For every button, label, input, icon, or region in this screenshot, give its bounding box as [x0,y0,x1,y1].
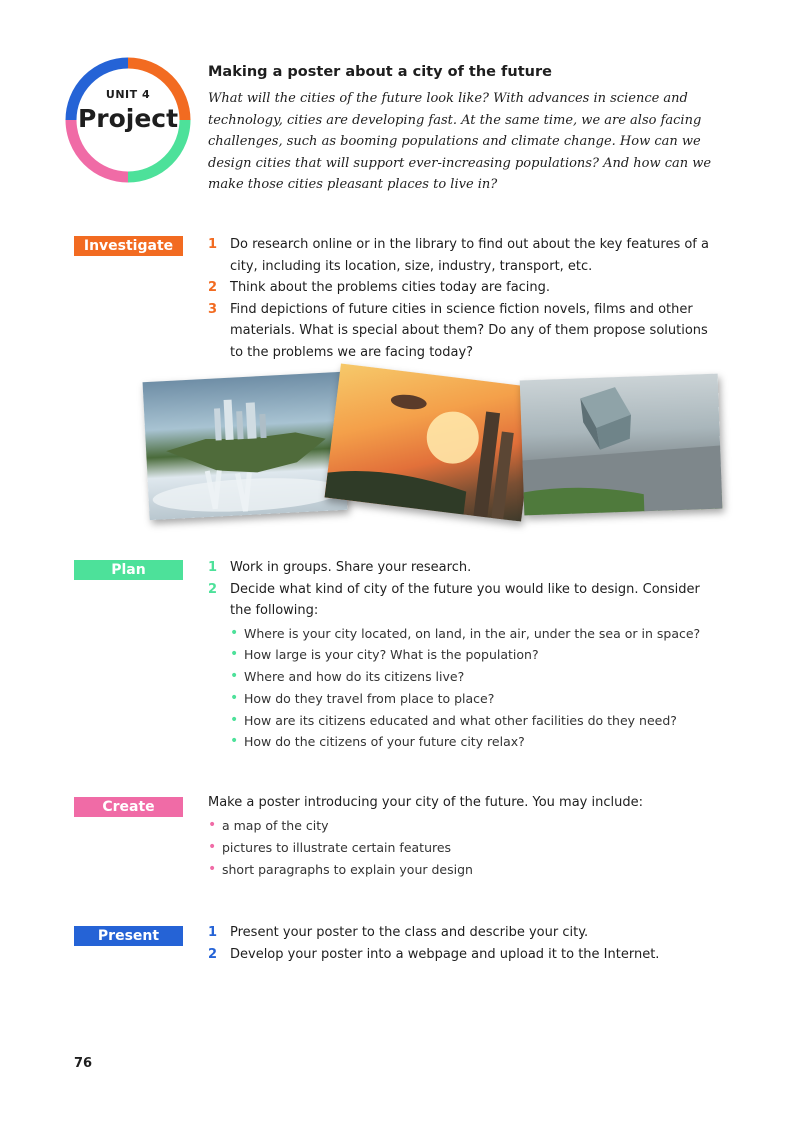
list-item [230,710,718,732]
create-bullets [208,815,473,880]
bullet-icon: • [208,860,217,877]
bullet-text: a map of the city [222,818,329,833]
bullet-text: How are its citizens educated and what other facilities do they need? [244,712,677,728]
plan-steps [208,557,718,753]
step-text: Develop your poster into a webpage and upload it to the Internet. [230,946,660,962]
list-item [208,859,473,881]
list-item [208,579,718,754]
list-item [230,644,718,666]
section-label-plan: Plan [74,560,183,580]
bullet-icon: • [230,711,239,728]
list-item [208,234,718,277]
bullet-icon: • [230,733,239,750]
step-number: 1 [208,560,218,575]
list-item [230,623,718,645]
step-number: 1 [208,925,218,940]
list-item [208,815,473,837]
intro-text: What will the cities of the future look like? With advances in science and technology, cities are developing fast. At the same time, we are also facing challenges, such as booming populations and climate change. How can we design cities that will support ever-increasing populations? And how can we make those cities pleasant places to live in? [208,91,712,192]
section-label-investigate: Investigate [74,236,183,256]
step-text: Do research online or in the library to find out about the key features of a city, including its location, size, industry, transport, etc. [230,237,709,274]
bullet-text: Where and how do its citizens live? [244,669,465,685]
step-number: 3 [208,301,218,317]
step-text: Present your poster to the class and describe your city. [230,925,589,940]
section-label-present: Present [74,926,183,946]
futuristic-sunset-city-image [325,363,538,521]
bullet-text: How large is your city? What is the population? [244,647,539,663]
page-title: Making a poster about a city of the future [208,64,552,80]
bullet-icon: • [208,838,217,855]
bullet-icon: • [230,689,239,706]
list-item [208,277,718,299]
step-text: Work in groups. Share your research. [230,560,472,575]
step-text: Think about the problems cities today are facing. [230,280,551,295]
investigate-steps [208,234,718,363]
bullet-icon: • [208,817,217,833]
step-number: 2 [208,946,218,962]
create-intro: Make a poster introducing your city of the future. You may include: [208,795,643,810]
section-label-create: Create [74,797,183,817]
step-number: 2 [208,581,218,597]
list-item [208,944,718,966]
bullet-text: Where is your city located, on land, in the air, under the sea or in space? [244,625,701,641]
floating-city-image [143,372,348,520]
bullet-icon: • [230,646,239,663]
step-number: 1 [208,237,218,252]
list-item [230,731,718,753]
bullet-text: How do they travel from place to place? [244,690,495,706]
unit-badge [64,56,192,184]
bullet-text: short paragraphs to explain your design [222,861,473,877]
list-item [208,557,718,579]
page-number: 76 [74,1056,93,1071]
unit-number: UNIT 4 [105,88,151,101]
list-item [208,299,718,364]
step-number: 2 [208,280,218,295]
bullet-text: How do the citizens of your future city relax? [244,734,525,750]
list-item [208,922,718,944]
list-item [230,666,718,688]
unit-title: Project [77,104,179,133]
bullet-text: pictures to illustrate certain features [222,839,452,855]
present-steps [208,922,718,965]
list-item [230,688,718,710]
step-text: Find depictions of future cities in science fiction novels, films and other materials. What is special about them? Do any of them propose solutions to the problems we are facing today? [230,301,708,360]
floating-cube-city-image [520,374,723,516]
list-item [208,837,473,859]
bullet-icon: • [230,624,239,641]
bullet-icon: • [230,668,239,685]
step-text: Decide what kind of city of the future you would like to design. Consider the following: [230,581,700,618]
plan-bullets [230,623,718,754]
